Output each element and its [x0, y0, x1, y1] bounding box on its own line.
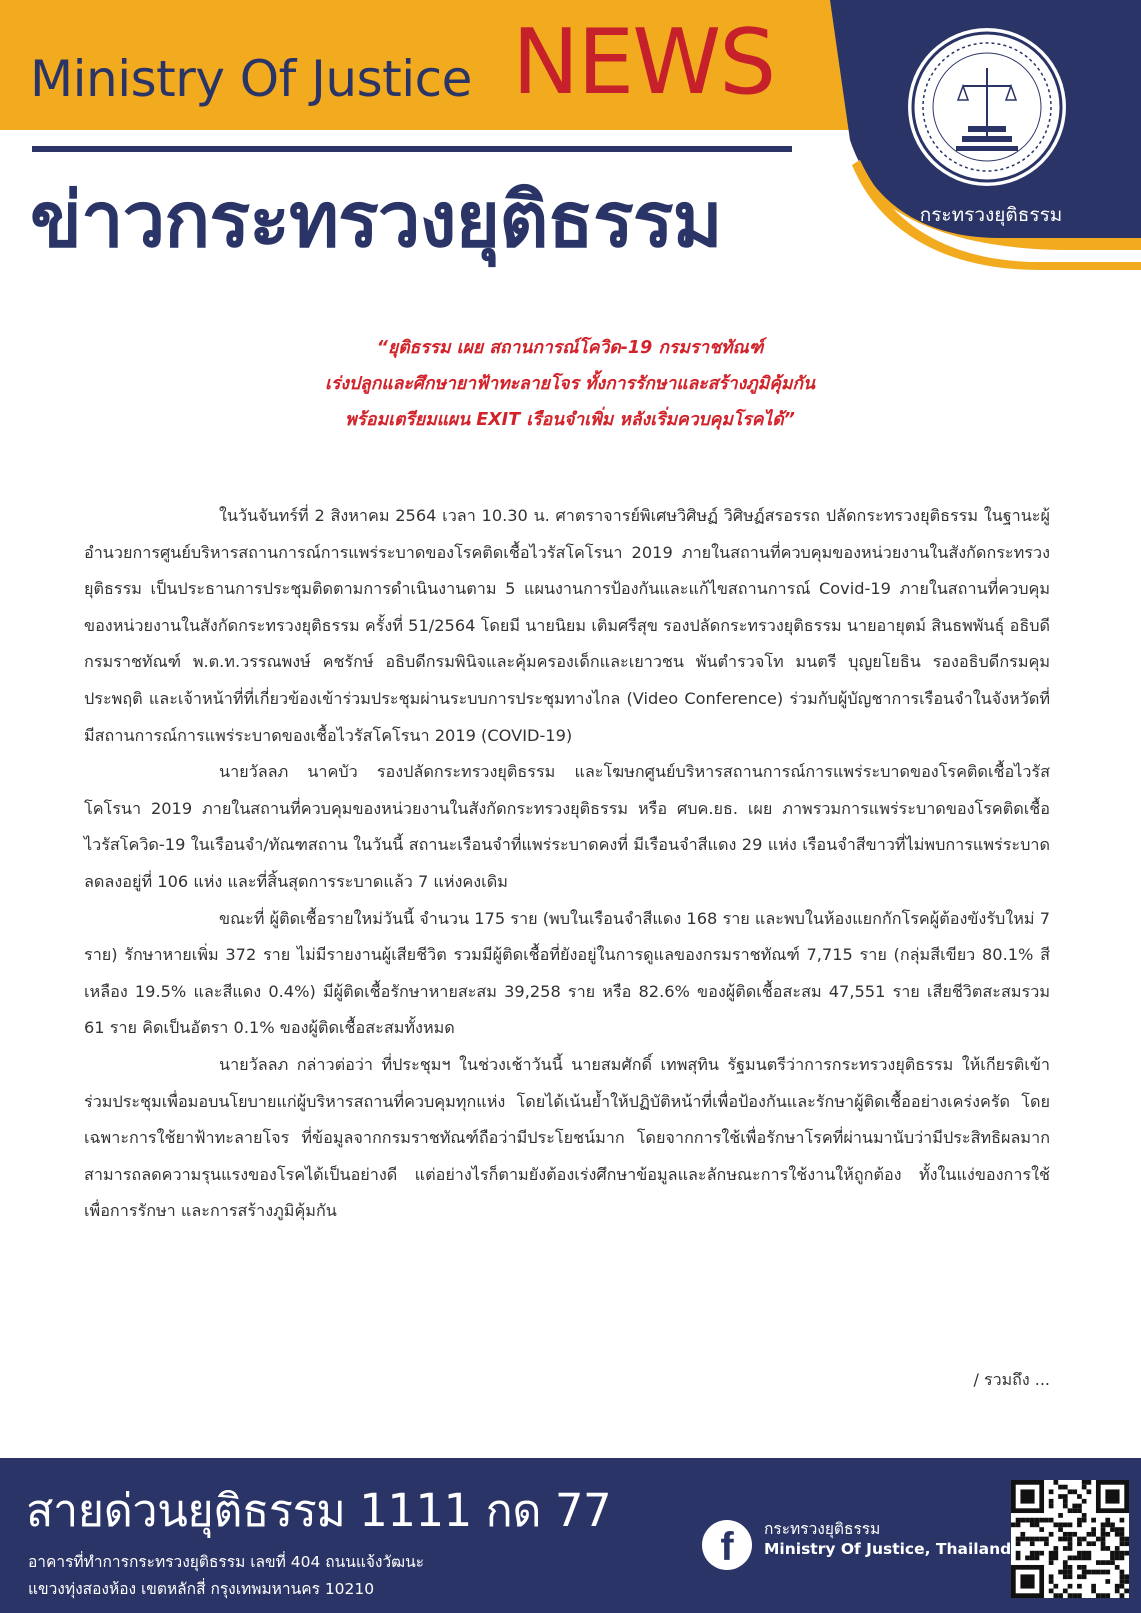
article-body — [84, 498, 1050, 1230]
header-title-en: Ministry Of Justice — [30, 50, 472, 108]
ministry-seal-logo — [908, 28, 1066, 186]
header-title-th: ข่าวกระทรวงยุติธรรม — [30, 175, 722, 264]
footer-address — [28, 1549, 424, 1603]
news-headline — [120, 330, 1020, 438]
facebook-page-name-en[interactable]: Ministry Of Justice, Thailand — [764, 1540, 1012, 1558]
headline-line-3: พร้อมเตรียมแผน EXIT เรือนจำเพิ่ม หลังเริ่มควบคุมโรคได้” — [345, 410, 795, 430]
qr-code-icon — [1011, 1480, 1129, 1598]
header-title-news: NEWS — [512, 10, 775, 115]
facebook-glyph: f — [720, 1525, 734, 1569]
paragraph-4: นายวัลลภ กล่าวต่อว่า ที่ประชุมฯ ในช่วงเช้าวันนี้ นายสมศักดิ์ เทพสุทิน รัฐมนตรีว่าการกระทรวงยุติธรรม ให้เกียรติเข้าร่วมประชุมเพื่อมอบนโยบายแก่ผู้บริหารสถานที่ควบคุมทุกแห่ง โดยได้เน้นย้ำให้ปฏิบัติหน้าที่เพื่อป้องกันและรักษาผู้ติดเชื้ออย่างเคร่งครัด โดยเฉพาะการใช้ยาฟ้าทะลายโจร ที่ข้อมูลจากกรมราชทัณฑ์ถือว่ามีประโยชน์มาก โดยจากการใช้เพื่อรักษาโรคที่ผ่านมานับว่ามีประสิทธิผลมากสามารถลดความรุนแรงของโรคได้เป็นอย่างดี แต่อย่างไรก็ตามยังต้องเร่งศึกษาข้อมูลและลักษณะการใช้งานให้ถูกต้อง ทั้งในแง่ของการใช้เพื่อการรักษา และการสร้างภูมิคุ้มกัน — [84, 1054, 1050, 1221]
header-banner — [0, 0, 1141, 300]
paragraph-2: นายวัลลภ นาคบัว รองปลัดกระทรวงยุติธรรม และโฆษกศูนย์บริหารสถานการณ์การแพร่ระบาดของโรคติดเชื้อไวรัสโคโรนา 2019 ภายในสถานที่ควบคุมของหน่วยงานในสังกัดกระทรวงยุติธรรม หรือ ศบค.ยธ. เผย ภาพรวมการแพร่ระบาดของโรคติดเชื้อไวรัสโควิด-19 ในเรือนจำ/ทัณฑสถาน ในวันนี้ สถานะเรือนจำที่แพร่ระบาดคงที่ มีเรือนจำสีแดง 29 แห่ง เรือนจำสีขาวที่ไม่พบการแพร่ระบาดลดลงอยู่ที่ 106 แห่ง และที่สิ้นสุดการระบาดแล้ว 7 แห่งคงเดิม — [84, 762, 1050, 891]
address-line-1: อาคารที่ทำการกระทรวงยุติธรรม เลขที่ 404 ถนนแจ้งวัฒนะ — [28, 1553, 425, 1571]
facebook-page-name-th[interactable]: กระทรวงยุติธรรม — [764, 1520, 881, 1538]
seal-caption: กระทรวงยุติธรรม — [919, 204, 1063, 226]
paragraph-3: ขณะที่ ผู้ติดเชื้อรายใหม่วันนี้ จำนวน 175 ราย (พบในเรือนจำสีแดง 168 ราย และพบในห้องแยกกักโรคผู้ต้องขังรับใหม่ 7 ราย) รักษาหายเพิ่ม 372 ราย ไม่มีรายงานผู้เสียชีวิต รวมมีผู้ติดเชื้อที่ยังอยู่ในการดูแลของกรมราชทัณฑ์ 7,715 ราย (กลุ่มสีเขียว 80.1% สีเหลือง 19.5% และสีแดง 0.4%) มีผู้ติดเชื้อรักษาหายสะสม 39,258 ราย หรือ 82.6% ของผู้ติดเชื้อสะสม 47,551 ราย เสียชีวิตสะสมรวม 61 ราย คิดเป็นอัตรา 0.1% ของผู้ติดเชื้อสะสมทั้งหมด — [84, 908, 1050, 1038]
headline-line-2: เร่งปลูกและศึกษายาฟ้าทะลายโจร ทั้งการรักษาและสร้างภูมิคุ้มกัน — [325, 374, 815, 394]
paragraph-1: ในวันจันทร์ที่ 2 สิงหาคม 2564 เวลา 10.30 น. ศาตราจารย์พิเศษวิศิษฏ์ วิศิษฏ์สรอรรถ ปลัดกระทรวงยุติธรรม ในฐานะผู้อำนวยการศูนย์บริหารสถานการณ์การแพร่ระบาดของโรคติดเชื้อไวรัสโคโรนา 2019 ภายในสถานที่ควบคุมของหน่วยงานในสังกัดกระทรวงยุติธรรม เป็นประธานการประชุมติดตามการดำเนินงานตาม 5 แผนงานการป้องกันและแก้ไขสถานการณ์ Covid-19 ภายในสถานที่ควบคุมของหน่วยงานในสังกัดกระทรวงยุติธรรม ครั้งที่ 51/2564 โดยมี นายนิยม เติมศรีสุข รองปลัดกระทรวงยุติธรรม นายอายุตม์ สินธพพันธุ์ อธิบดีกรมราชทัณฑ์ พ.ต.ท.วรรณพงษ์ คชรักษ์ อธิบดีกรมพินิจและคุ้มครองเด็กและเยาวชน พันตำรวจโท มนตรี บุญยโยธิน รองอธิบดีกรมคุมประพฤติ และเจ้าหน้าที่ที่เกี่ยวข้องเข้าร่วมประชุมผ่านระบบการประชุมทางไกล (Video Conference) ร่วมกับผู้บัญชาการเรือนจำในจังหวัดที่มีสถานการณ์การแพร่ระบาดของเชื้อไวรัสโคโรนา 2019 (COVID-19) — [84, 506, 1050, 745]
headline-line-1: “ยุติธรรม เผย สถานการณ์โควิด-19 กรมราชทัณฑ์ — [376, 338, 764, 358]
hotline-text: สายด่วนยุติธรรม 1111 กด 77 — [26, 1484, 612, 1537]
address-line-2: แขวงทุ่งสองห้อง เขตหลักสี่ กรุงเทพมหานคร 10210 — [28, 1580, 375, 1598]
continued-marker: / รวมถึง ... — [973, 1370, 1050, 1389]
